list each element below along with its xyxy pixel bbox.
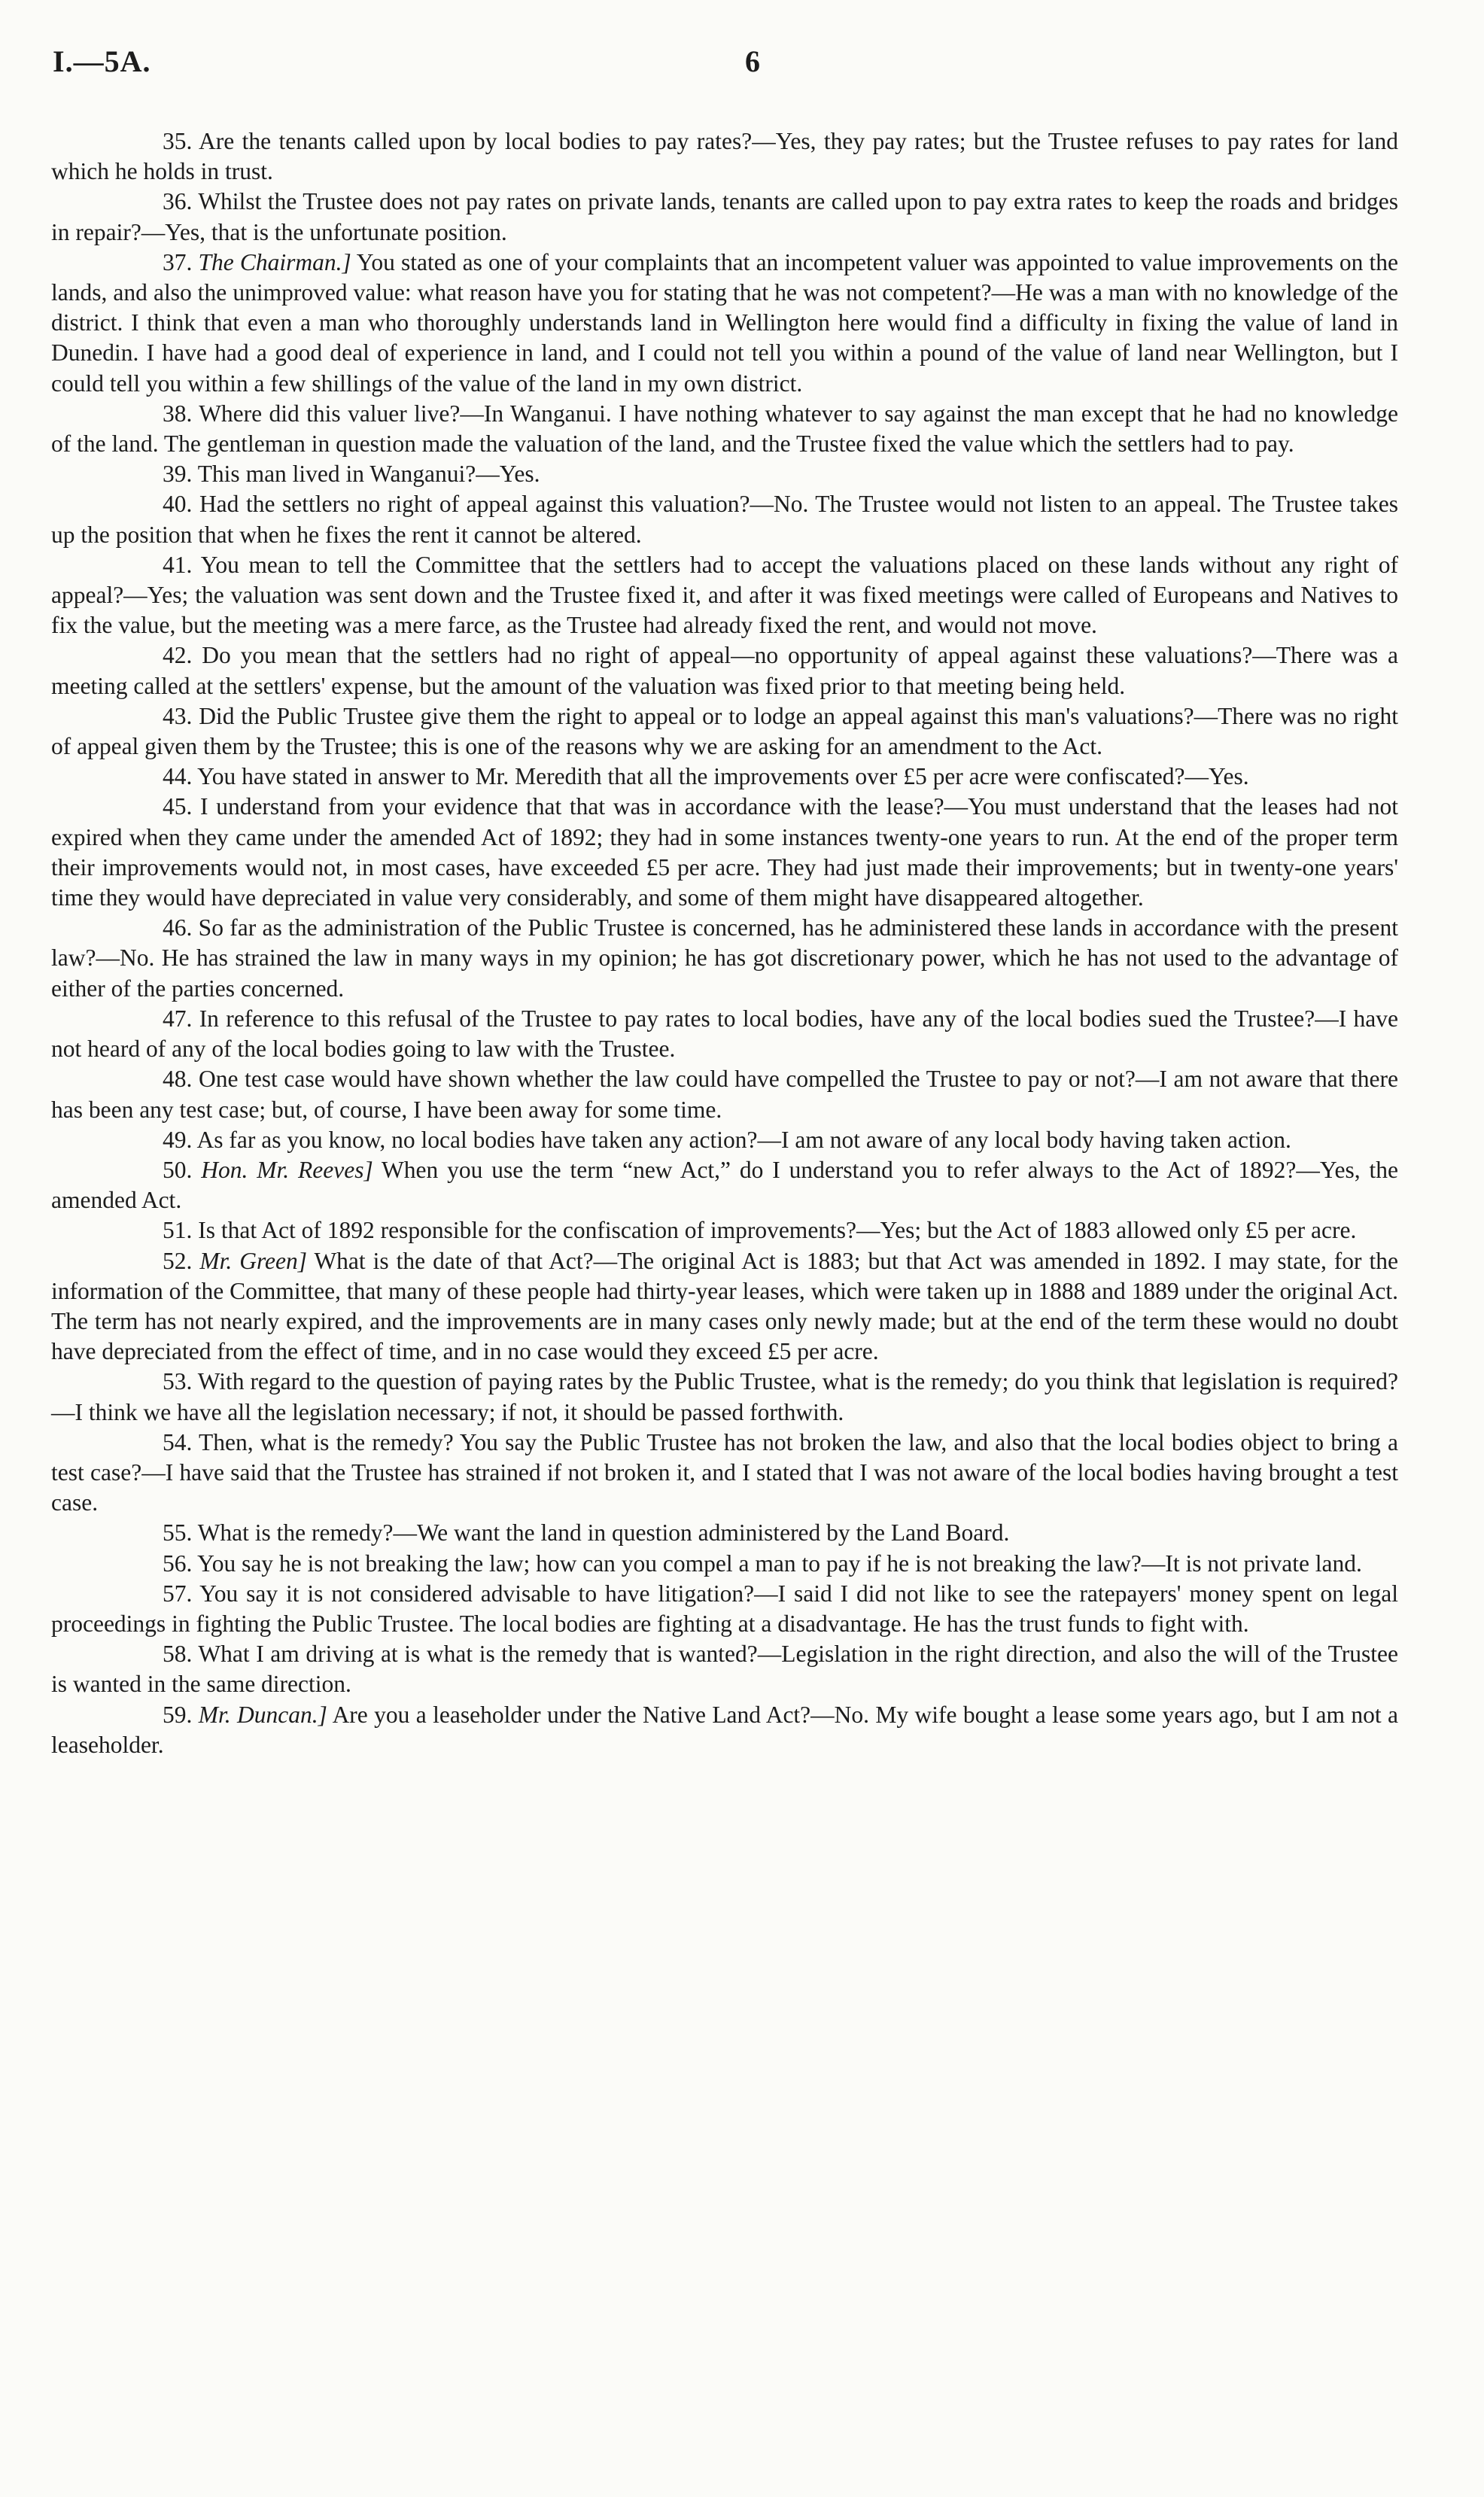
question-number: 43. xyxy=(163,702,193,729)
question-number: 54. xyxy=(163,1428,193,1455)
speaker-name: Hon. Mr. Reeves] xyxy=(201,1156,373,1183)
question-number: 52. xyxy=(163,1247,193,1274)
question-number: 45. xyxy=(163,793,193,820)
question-number: 47. xyxy=(163,1005,193,1032)
question-paragraph xyxy=(51,1064,1398,1124)
question-paragraph xyxy=(51,792,1398,913)
question-text: Is that Act of 1892 responsible for the confiscation of improvements?—Yes; but the Act of 1883 allowed only £5 per acre. xyxy=(198,1217,1357,1244)
question-text: This man lived in Wanganui?—Yes. xyxy=(197,461,540,488)
question-number: 40. xyxy=(163,491,193,518)
question-paragraph xyxy=(51,1246,1398,1367)
question-text: One test case would have shown whether the law could have compelled the Trustee to pay or not?—I am not aware that there has been any test case; but, of course, I have been away for some time. xyxy=(51,1066,1399,1123)
question-number: 53. xyxy=(163,1368,193,1395)
question-paragraph xyxy=(51,1549,1398,1579)
question-paragraph xyxy=(51,913,1398,1004)
question-number: 50. xyxy=(163,1156,193,1183)
question-number: 51. xyxy=(163,1217,193,1244)
question-paragraph xyxy=(51,399,1398,459)
question-text: In reference to this refusal of the Trustee to pay rates to local bodies, have any of the local bodies sued the Trustee?—I have not heard of any of the local bodies going to law with the Trustee. xyxy=(51,1005,1399,1063)
page-number: 6 xyxy=(745,44,760,78)
question-number: 56. xyxy=(163,1550,193,1577)
question-text: When you use the term “new Act,” do I understand you to refer always to the Act of 1892?—Yes, the amended Act. xyxy=(51,1156,1398,1214)
question-text: Where did this valuer live?—In Wanganui. I have nothing whatever to say against the man except that he had no knowledge of the land. The gentleman in question made the valuation of the land, and the Trustee fixed the value which the settlers had to pay. xyxy=(51,400,1398,458)
question-number: 36. xyxy=(163,188,193,215)
question-text: You have stated in answer to Mr. Meredith that all the improvements over £5 per acre were confiscated?—Yes. xyxy=(197,763,1249,790)
question-paragraph xyxy=(51,459,1398,489)
question-number: 55. xyxy=(163,1519,193,1547)
question-paragraph xyxy=(51,1579,1398,1639)
question-text: Whilst the Trustee does not pay rates on private lands, tenants are called upon to pay extra rates to keep the roads and bridges in repair?—Yes, that is the unfortunate position. xyxy=(51,188,1398,245)
question-number: 35. xyxy=(163,128,193,154)
question-text: With regard to the question of paying rates by the Public Trustee, what is the remedy; do you think that legislation is required?—I think we have all the legislation necessary; if not, it should be passed forthwith. xyxy=(51,1368,1398,1425)
question-text: You say it is not considered advisable to have litigation?—I said I did not like to see the ratepayers' money spent on legal proceedings in fighting the Public Trustee. The local bodies are fighting at a disadvantage. He has the trust funds to fight with. xyxy=(51,1580,1398,1637)
question-paragraph xyxy=(51,1215,1398,1245)
question-text: Did the Public Trustee give them the right to appeal or to lodge an appeal against this man's valuations?—There was no right of appeal given them by the Trustee; this is one of the reasons why we are asking for an amendment to the Act. xyxy=(51,702,1399,760)
speaker-name: Mr. Duncan.] xyxy=(198,1701,327,1728)
question-text: You mean to tell the Committee that the settlers had to accept the valuations placed on these lands without any right of appeal?—Yes; the valuation was sent down and the Trustee fixed it, and after it was fixed meetings were called of Europeans and Natives to fix the value, but the meeting was a mere farce, as the Trustee had already fixed the rent, and would not move. xyxy=(51,551,1398,639)
question-text: What is the date of that Act?—The original Act is 1883; but that Act was amended in 1892. I may state, for the information of the Committee, that many of these people had thirty-year leases, which were taken up in 1888 and 1889 under the original Act. The term has not nearly expired, and the improvements are in many cases only newly made; but at the end of the term these would no doubt have depreciated from the effect of time, and in no case would they exceed £5 per acre. xyxy=(51,1247,1398,1365)
document-body xyxy=(51,126,1398,1760)
question-paragraph xyxy=(51,1428,1398,1519)
question-number: 44. xyxy=(163,763,193,790)
question-paragraph xyxy=(51,1700,1398,1760)
question-number: 38. xyxy=(163,400,193,427)
question-text: Had the settlers no right of appeal against this valuation?—No. The Trustee would not listen to an appeal. The Trustee takes up the position that when he fixes the rent it cannot be altered. xyxy=(51,491,1399,548)
question-paragraph xyxy=(51,701,1398,762)
question-text: You stated as one of your complaints that an incompetent valuer was appointed to value improvements on the lands, and also the unimproved value: what reason have you for stating that he was not competent?—He was a man with no knowledge of the district. I think that even a man who thoroughly understands land in Wellington here would find a difficulty in fixing the value of land in Dunedin. I have had a good deal of experience in land, and I could not tell you within a pound of the value of land near Wellington, but I could tell you within a few shillings of the value of the land in my own district. xyxy=(51,248,1399,397)
question-number: 48. xyxy=(163,1066,193,1093)
question-paragraph xyxy=(51,550,1398,641)
question-paragraph xyxy=(51,1518,1398,1548)
question-text: Then, what is the remedy? You say the Public Trustee has not broken the law, and also that the local bodies object to bring a test case?—I have said that the Trustee has strained if not broken it, and I stated that I was not aware of the local bodies having brought a test case. xyxy=(51,1428,1398,1516)
question-number: 42. xyxy=(163,642,193,669)
question-paragraph xyxy=(51,1125,1398,1155)
question-paragraph xyxy=(51,1639,1398,1699)
page-header xyxy=(53,44,1407,89)
question-paragraph xyxy=(51,640,1398,701)
question-paragraph xyxy=(51,1367,1398,1427)
document-reference: I.—5A. xyxy=(53,44,151,78)
question-number: 58. xyxy=(163,1641,193,1668)
question-number: 37. xyxy=(163,248,193,275)
question-paragraph xyxy=(51,1004,1398,1064)
question-text: What I am driving at is what is the remedy that is wanted?—Legislation in the right direction, and also the will of the Trustee is wanted in the same direction. xyxy=(51,1641,1399,1698)
question-paragraph xyxy=(51,248,1398,399)
question-number: 39. xyxy=(163,461,193,488)
question-paragraph xyxy=(51,1155,1398,1215)
question-paragraph xyxy=(51,762,1398,792)
question-paragraph xyxy=(51,126,1398,187)
question-text: I understand from your evidence that that was in accordance with the lease?—You must understand that the leases had not expired when they came under the amended Act of 1892; they had in some instances twenty-one years to run. At the end of the proper term their improvements would not, in most cases, have exceeded £5 per acre. They had just made their improvements; but in twenty-one years' time they would have depreciated in value very considerably, and some of them might have disappeared altogether. xyxy=(51,793,1399,911)
question-text: So far as the administration of the Public Trustee is concerned, has he administered these lands in accordance with the present law?—No. He has strained the law in many ways in my opinion; he has got discretionary power, which he has not used to the advantage of either of the parties concerned. xyxy=(51,914,1399,1002)
question-number: 57. xyxy=(163,1580,193,1607)
question-number: 59. xyxy=(163,1701,193,1728)
question-paragraph xyxy=(51,187,1398,247)
question-number: 41. xyxy=(163,551,193,578)
question-text: Are the tenants called upon by local bodies to pay rates?—Yes, they pay rates; but the Trustee refuses to pay rates for land which he holds in trust. xyxy=(51,128,1398,185)
question-number: 49. xyxy=(163,1126,193,1153)
question-text: You say he is not breaking the law; how can you compel a man to pay if he is not breaking the law?—It is not private land. xyxy=(197,1550,1362,1577)
question-number: 46. xyxy=(163,914,193,941)
speaker-name: The Chairman.] xyxy=(198,248,351,275)
question-paragraph xyxy=(51,489,1398,549)
speaker-name: Mr. Green] xyxy=(199,1247,308,1274)
question-text: As far as you know, no local bodies have taken any action?—I am not aware of any local body having taken action. xyxy=(196,1126,1291,1153)
question-text: Are you a leaseholder under the Native Land Act?—No. My wife bought a lease some years ago, but I am not a leaseholder. xyxy=(51,1701,1398,1758)
question-text: Do you mean that the settlers had no right of appeal—no opportunity of appeal against these valuations?—There was a meeting called at the settlers' expense, but the amount of the valuation was fixed prior to that meeting being held. xyxy=(51,642,1399,699)
question-text: What is the remedy?—We want the land in question administered by the Land Board. xyxy=(197,1519,1010,1547)
